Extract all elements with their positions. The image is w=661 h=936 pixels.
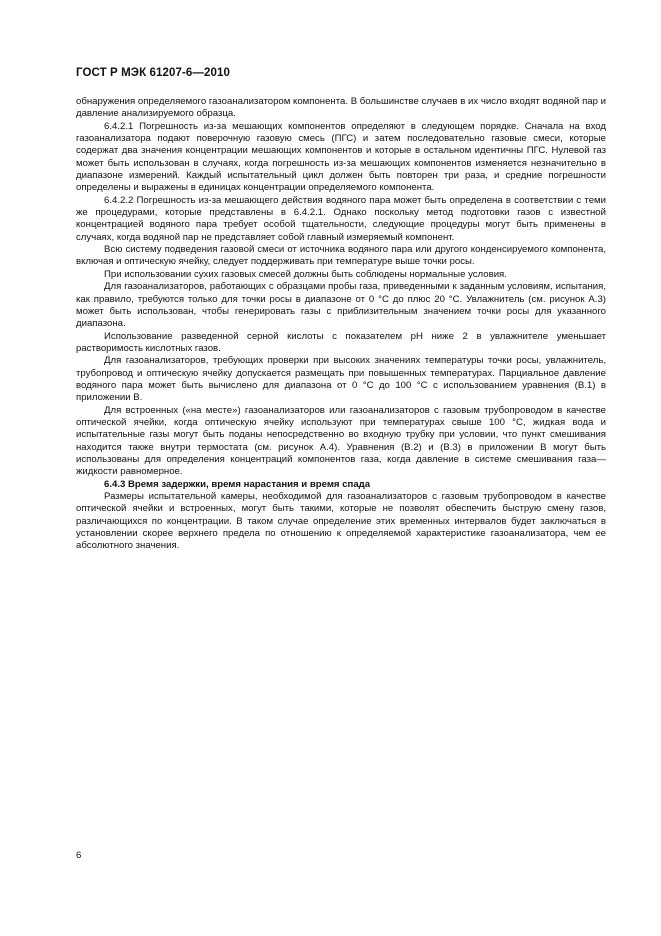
paragraph: Для газоанализаторов, работающих с образцами пробы газа, приведенными к заданным условиям, испытания, как правило, требуются только для точки росы в диапазоне от 0 °С до плюс 20 °С. Увлажнитель (см. рисунок А.3) может быть использован, чтобы генерировать газы с приблизительным значением точки росы для указанного диапазона.	[76, 281, 606, 330]
standard-title: ГОСТ Р МЭК 61207-6—2010	[76, 67, 230, 79]
page-number: 6	[76, 850, 82, 861]
paragraph: Для газоанализаторов, требующих проверки при высоких значениях температуры точки росы, увлажнитель, трубопровод и оптическую ячейку допускается размещать при повышенных температурах. Парциальное давление водяного пара может быть вычислено для диапазона от 0 °С до 100 °С с использованием уравнения (В.1) в приложении В.	[76, 355, 606, 404]
paragraph: Размеры испытательной камеры, необходимой для газоанализаторов с газовым трубопроводом в качестве оптической ячейки и встроенных, могут быть такими, которые не позволят обеспечить быструю смену газов, различающихся по концентрации. В таком случае определение этих временных интервалов будет заключаться в установлении скорее верхнего предела по отношению к определяемой характеристике газоанализатора, чем ее абсолютного значения.	[76, 491, 606, 552]
body-text	[76, 96, 606, 553]
paragraph: Для встроенных («на месте») газоанализаторов или газоанализаторов с газовым трубопроводом в качестве оптической ячейки, когда оптическую ячейку используют при температурах свыше 100 °С, жидкая вода и испытательные газы могут быть поданы непосредственно во входную трубку при условии, что пункт смешивания находится также внутри термостата (см. рисунок А.4). Уравнения (В.2) и (В.3) в приложении В могут быть использованы для определения концентраций компонентов газа, когда давление в системе смешивания газа—жидкости равномерное.	[76, 404, 606, 478]
paragraph: При использовании сухих газовых смесей должны быть соблюдены нормальные условия.	[104, 268, 507, 280]
paragraph-6-4-2-1: 6.4.2.1 Погрешность из-за мешающих компонентов определяют в следующем порядке. Сначала на вход газоанализатора подают поверочную газовую смесь (ПГС) и затем последовательно газовые смеси, которые содержат два значения концентрации мешающих компонентов и которые в остальном идентичны ПГС. Нулевой газ может быть использован в случаях, когда погрешность из-за мешающих компонентов изменяется незначительно в диапазоне измерений. Каждый испытательный цикл должен быть повторен три раза, и средние погрешности определены и выражены в единицах концентрации определяемого компонента.	[76, 120, 606, 194]
section-heading-6-4-3: 6.4.3 Время задержки, время нарастания и время спада	[104, 478, 371, 490]
paragraph-continuation: обнаружения определяемого газоанализатором компонента. В большинстве случаев в их число входят водяной пар и давление анализируемого образца.	[76, 96, 606, 120]
paragraph-6-4-2-2: 6.4.2.2 Погрешность из-за мешающего действия водяного пара может быть определена в соответствии с теми же процедурами, которые представлены в 6.4.2.1. Однако поскольку метод подготовки газов с известной концентрацией водяного пара требует особой тщательности, следующие процедуры могут быть применены в случаях, когда водяной пар не представляет собой главный измеряемый компонент.	[76, 194, 606, 243]
paragraph: Всю систему подведения газовой смеси от источника водяного пара или другого конденсируемого компонента, включая и оптическую ячейку, следует поддерживать при температуре выше точки росы.	[76, 244, 606, 268]
paragraph: Использование разведенной серной кислоты с показателем рН ниже 2 в увлажнителе уменьшает растворимость кислотных газов.	[76, 330, 606, 354]
